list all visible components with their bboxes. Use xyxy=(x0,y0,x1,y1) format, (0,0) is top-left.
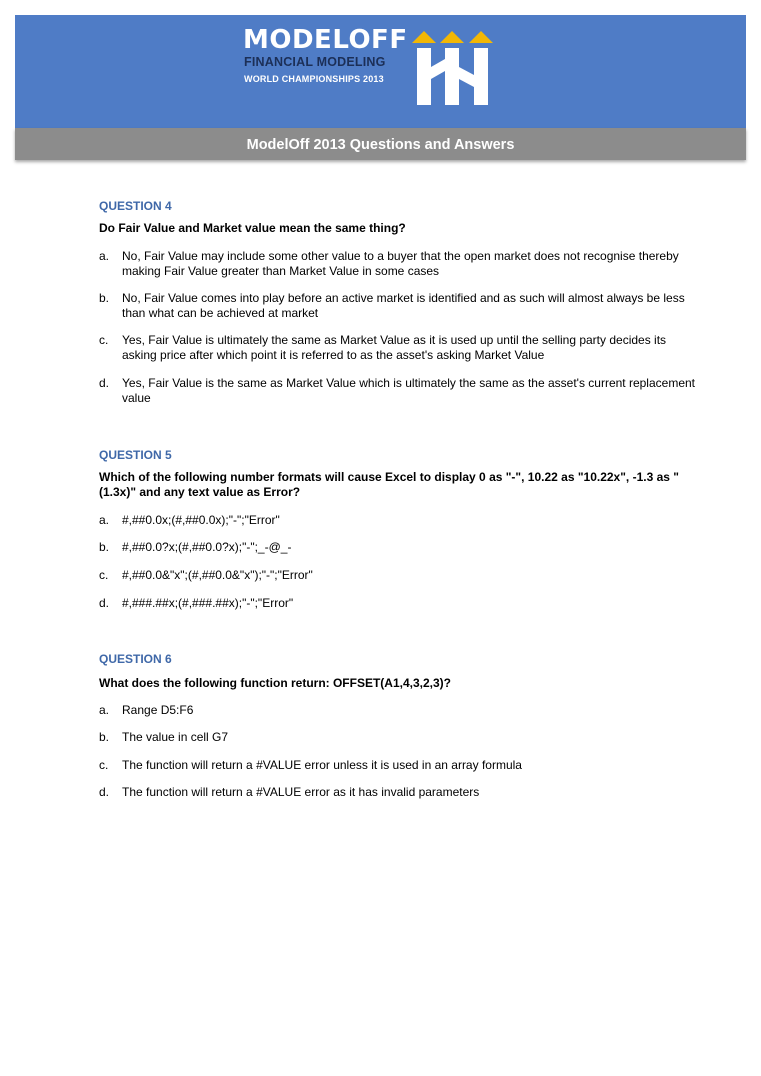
option-letter: c. xyxy=(99,333,109,347)
option-text: Yes, Fair Value is the same as Market Value which is ultimately the same as the asset's current replacement value xyxy=(122,376,695,405)
question-text: Which of the following number formats will cause Excel to display 0 as "-", 10.22 as "10.22x", -1.3 as "(1.3x)" and any text value as Error? xyxy=(99,470,679,499)
option-text: The function will return a #VALUE error unless it is used in an array formula xyxy=(122,758,522,772)
option-letter: c. xyxy=(99,758,109,772)
option-letter: b. xyxy=(99,291,110,305)
modeloff-logo-icon xyxy=(396,15,506,110)
option-letter: b. xyxy=(99,730,110,744)
option-text: The value in cell G7 xyxy=(122,730,229,744)
brand-tagline: WORLD CHAMPIONSHIPS 2013 xyxy=(244,74,384,84)
page-title-bar xyxy=(15,128,746,160)
option-text: #,##0.0?x;(#,##0.0?x);"-";_-@_- xyxy=(122,540,292,554)
option-text: No, Fair Value comes into play before an active market is identified and as such will almost always be less than what can be achieved at market xyxy=(122,291,685,320)
question-heading: QUESTION 4 xyxy=(99,199,172,213)
option-letter: d. xyxy=(99,376,110,390)
question-text: What does the following function return: OFFSET(A1,4,3,2,3)? xyxy=(99,676,452,690)
option-letter: d. xyxy=(99,596,110,610)
question-text: Do Fair Value and Market value mean the same thing? xyxy=(99,221,406,235)
option-letter: b. xyxy=(99,540,110,554)
option-text: No, Fair Value may include some other value to a buyer that the open market does not recognise thereby making Fair Value greater than Market Value in some cases xyxy=(122,249,679,278)
option-letter: a. xyxy=(99,703,110,717)
option-text: Yes, Fair Value is ultimately the same as Market Value as it is used up until the selling party decides its asking price after which point it is referred to as the asset's asking Market Value xyxy=(122,333,667,362)
option-letter: a. xyxy=(99,513,110,527)
option-text: #,###.##x;(#,###.##x);"-";"Error" xyxy=(122,596,294,610)
option-text: #,##0.0&"x";(#,##0.0&"x");"-";"Error" xyxy=(122,568,313,582)
option-text: #,##0.0x;(#,##0.0x);"-";"Error" xyxy=(122,513,280,527)
option-letter: c. xyxy=(99,568,109,582)
question-heading: QUESTION 6 xyxy=(99,652,172,666)
option-text: The function will return a #VALUE error as it has invalid parameters xyxy=(122,785,480,799)
option-text: Range D5:F6 xyxy=(122,703,194,717)
option-letter: a. xyxy=(99,249,110,263)
brand-title: MODELOFF xyxy=(243,25,408,55)
brand-subtitle: FINANCIAL MODELING xyxy=(244,55,386,69)
page-title: ModelOff 2013 Questions and Answers xyxy=(246,137,515,153)
question-heading: QUESTION 5 xyxy=(99,448,172,462)
option-letter: d. xyxy=(99,785,110,799)
